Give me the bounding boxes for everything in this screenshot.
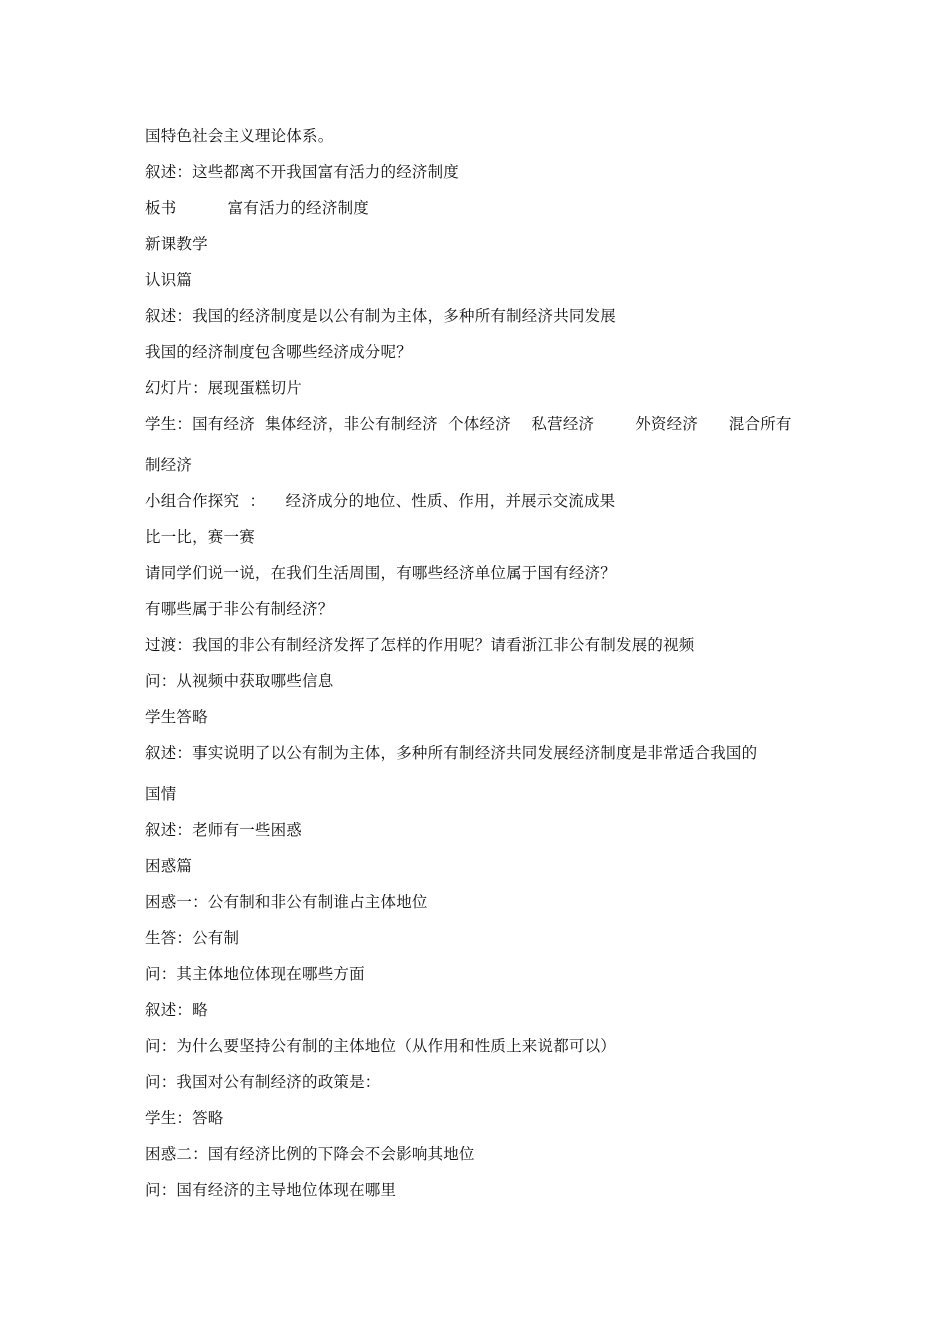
text-line: 困惑一：公有制和非公有制谁占主体地位 <box>145 893 428 911</box>
text-line: 幻灯片：展现蛋糕切片 <box>145 379 303 397</box>
text-line: 学生：国有经济 集体经济，非公有制经济 个体经济 私营经济 外资经济 混合所有 <box>145 415 792 433</box>
text-line: 叙述：这些都离不开我国富有活力的经济制度 <box>145 163 460 181</box>
text-line: 我国的经济制度包含哪些经济成分呢？ <box>145 343 412 361</box>
text-line: 有哪些属于非公有制经济？ <box>145 600 334 618</box>
text-line: 板书 富有活力的经济制度 <box>145 199 369 217</box>
text-line: 问：我国对公有制经济的政策是： <box>145 1073 381 1091</box>
section-heading: 新课教学 <box>145 235 208 253</box>
text-line: 困惑二：国有经济比例的下降会不会影响其地位 <box>145 1145 475 1163</box>
text-line: 问：国有经济的主导地位体现在哪里 <box>145 1181 397 1199</box>
text-line: 小组合作探究 ： 经济成分的地位、性质、作用，并展示交流成果 <box>145 492 616 510</box>
text-line: 问：为什么要坚持公有制的主体地位（从作用和性质上来说都可以） <box>145 1037 617 1055</box>
text-line: 比一比，赛一赛 <box>145 528 255 546</box>
text-line: 叙述：略 <box>145 1001 208 1019</box>
text-line: 国特色社会主义理论体系。 <box>145 127 334 145</box>
section-heading: 认识篇 <box>145 271 193 289</box>
text-line: 问：其主体地位体现在哪些方面 <box>145 965 365 983</box>
text-line: 学生：答略 <box>145 1109 224 1127</box>
text-line: 请同学们说一说，在我们生活周围，有哪些经济单位属于国有经济？ <box>145 564 617 582</box>
text-line: 叙述：事实说明了以公有制为主体，多种所有制经济共同发展经济制度是非常适合我国的 <box>145 744 758 762</box>
text-line: 制经济 <box>145 456 193 474</box>
text-line: 生答：公有制 <box>145 929 240 947</box>
text-line: 叙述：老师有一些困惑 <box>145 821 303 839</box>
text-line: 国情 <box>145 785 177 803</box>
text-line: 过渡：我国的非公有制经济发挥了怎样的作用呢？请看浙江非公有制发展的视频 <box>145 636 695 654</box>
text-line: 问：从视频中获取哪些信息 <box>145 672 334 690</box>
text-line: 学生答略 <box>145 708 208 726</box>
text-line: 叙述：我国的经济制度是以公有制为主体，多种所有制经济共同发展 <box>145 307 617 325</box>
section-heading: 困惑篇 <box>145 857 193 875</box>
